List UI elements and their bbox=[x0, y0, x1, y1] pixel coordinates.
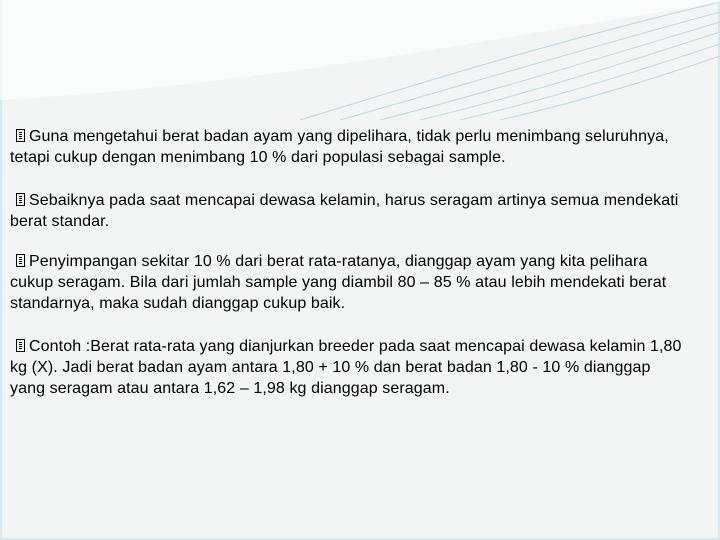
corner-swoosh-lines-icon bbox=[0, 0, 720, 120]
missing-glyph-icon bbox=[16, 339, 25, 352]
missing-glyph-icon bbox=[16, 129, 25, 142]
paragraph-2-text: Sebaiknya pada saat mencapai dewasa kelamin, harus seragam artinya semua mendekati berat standar. bbox=[10, 192, 679, 230]
paragraph-4 bbox=[10, 336, 690, 399]
paragraph-4-text: Contoh :Berat rata-rata yang dianjurkan breeder pada saat mencapai dewasa kelamin 1,80 kg (X). Jadi berat badan ayam antara 1,80 + 10 % dan berat badan 1,80 - 10 % dianggap yang seragam atau antara 1,62 – 1,98 kg dianggap seragam. bbox=[10, 338, 682, 397]
slide-body bbox=[10, 126, 690, 421]
paragraph-3 bbox=[10, 251, 690, 314]
paragraph-2 bbox=[10, 190, 690, 232]
missing-glyph-icon bbox=[16, 254, 25, 267]
missing-glyph-icon bbox=[16, 193, 25, 206]
paragraph-3-text: Penyimpangan sekitar 10 % dari berat rata-ratanya, dianggap ayam yang kita pelihara cukup seragam. Bila dari jumlah sample yang diambil 80 – 85 % atau lebih mendekati berat standarnya, maka sudah dianggap cukup baik. bbox=[10, 253, 667, 312]
paragraph-1 bbox=[10, 126, 690, 168]
paragraph-1-text: Guna mengetahui berat badan ayam yang dipelihara, tidak perlu menimbang seluruhnya, tetapi cukup dengan menimbang 10 % dari populasi sebagai sample. bbox=[10, 128, 669, 166]
